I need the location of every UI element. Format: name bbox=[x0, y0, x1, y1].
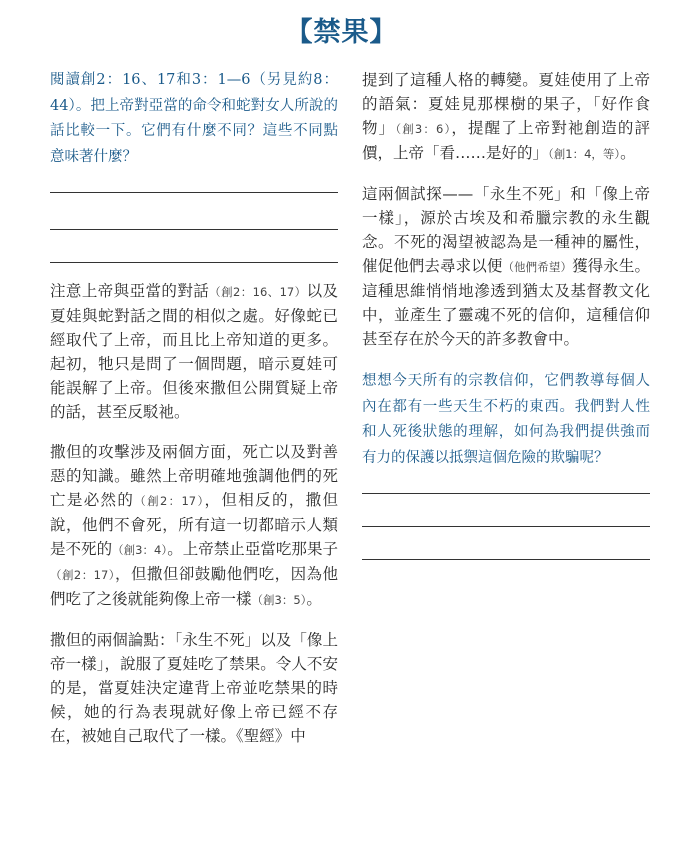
scripture-ref: （創3：5） bbox=[251, 593, 307, 607]
left-column bbox=[50, 68, 338, 748]
scripture-ref: （創1：4，等） bbox=[548, 147, 621, 161]
scripture-ref: （創3：4） bbox=[112, 543, 168, 557]
right-column bbox=[362, 68, 650, 560]
paragraph-attack: 撒但的攻擊涉及兩個方面，死亡以及對善惡的知識。雖然上帝明確地強調他們的死亡是必然的（創2：17），但相反的，撒但說，他們不會死，所有這一切都暗示人類是不死的（創3：4）。上帝禁止亞當吃那果子（創2：17），但撒但卻鼓勵他們吃，因為他們吃了之後就能夠像上帝一樣（創3：5）。 bbox=[50, 443, 338, 608]
scripture-ref: （創2：17） bbox=[134, 494, 205, 508]
paragraph-arguments: 撒但的兩個論點：「永生不死」以及「像上帝一樣」，說服了夏娃吃了禁果。令人不安的是，當夏娃決定違背上帝並吃禁果的時候，她的行為表現就好像上帝已經不存在，被她自己取代了一樣。《聖經》中 bbox=[50, 631, 338, 745]
study-question-2: 想想今天所有的宗教信仰，它們教導每個人內在都有一些天生不朽的東西。我們對人性和人死後狀態的理解，如何為我們提供強而有力的保護以抵禦這個危險的欺騙呢？ bbox=[362, 373, 650, 466]
page-title: 【禁果】 bbox=[285, 17, 398, 48]
paragraph-temptations: 這兩個試探——「永生不死」和「像上帝一樣」，源於古埃及和希臘宗教的永生觀念。不死的渴望被認為是一種神的屬性，催促他們去尋求以便（他們希望）獲得永生。這種思維悄悄地滲透到猶太及基督教文化中，並產生了靈魂不死的信仰，這種信仰甚至存在於今天的許多教會中。 bbox=[362, 185, 650, 348]
answer-line-6[interactable] bbox=[362, 559, 650, 560]
scripture-ref: （創2：16、17） bbox=[209, 285, 307, 299]
scripture-ref: （創3：6） bbox=[395, 122, 452, 136]
scripture-ref: （創2：17） bbox=[50, 568, 115, 582]
paragraph-transformation: 提到了這種人格的轉變。夏娃使用了上帝的語氣：夏娃見那棵樹的果子，「好作食物」（創3：6），提醒了上帝對祂創造的評價，上帝「看……是好的」（創1：4，等）。 bbox=[362, 71, 650, 162]
study-question-1: 閱讀創2：16、17和3：1—6（另見約8：44）。把上帝對亞當的命令和蛇對女人所說的話比較一下。它們有什麼不同？這些不同點意味著什麼？ bbox=[50, 72, 338, 165]
paragraph-dialogue: 注意上帝與亞當的對話（創2：16、17）以及夏娃與蛇對話之間的相似之處。好像蛇已經取代了上帝，而且比上帝知道的更多。起初，牠只是問了一個問題，暗示夏娃可能誤解了上帝。但後來撒但公開質疑上帝的話，甚至反駁祂。 bbox=[50, 282, 338, 421]
note-ref: （他們希望） bbox=[502, 260, 573, 274]
